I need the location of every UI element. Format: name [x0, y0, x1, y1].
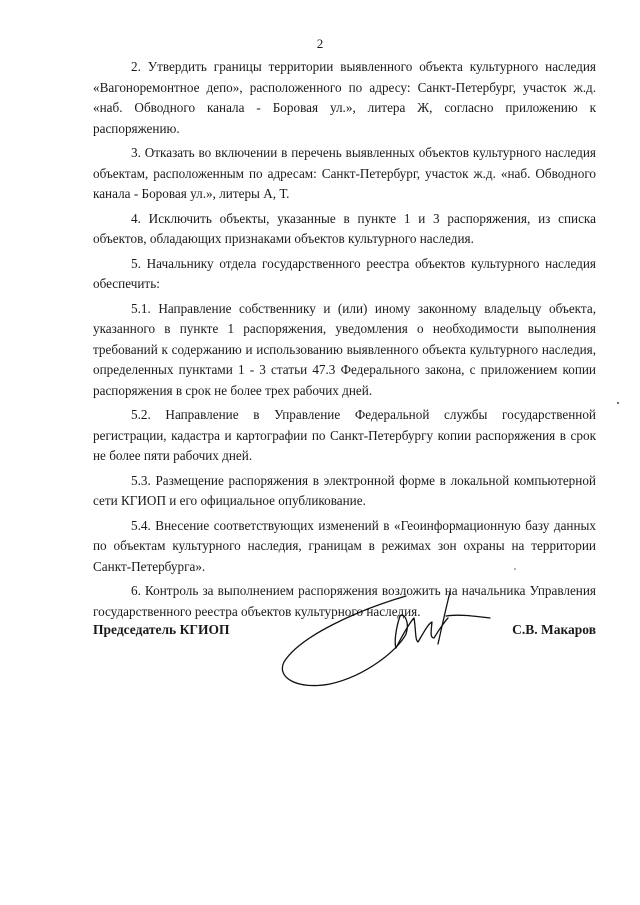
paragraph-3: 3. Отказать во включении в перечень выявленных объектов культурного наследия объектам, расположенным по адресам: Санкт-Петербург, участок ж.д. «наб. Обводного канала - Боровая ул.», литеры А, Т.: [93, 145, 596, 201]
margin-dot-icon: [615, 400, 621, 406]
signature-icon: [278, 588, 498, 698]
paragraph-4: 4. Исключить объекты, указанные в пункте 1 и 3 распоряжения, из списка объектов, обладающих признаками объектов культурного наследия.: [93, 210, 596, 246]
document-body: [93, 57, 596, 626]
signatory-position: Председатель КГИОП: [93, 622, 230, 637]
paragraph-6: 6. Контроль за выполнением распоряжения возложить на начальника Управления государственного реестра объектов культурного наследия.: [93, 583, 596, 619]
margin-dot-icon: [512, 566, 518, 572]
paragraph-5-1: 5.1. Направление собственнику и (или) иному законному владельцу объекта, указанного в пункте 1 распоряжения, уведомления о необходимости выполнения требований к содержанию и использованию выявленного объекта культурного наследия, определенных пунктами 1 - 3 статьи 47.3 Федерального закона, с приложением копии распоряжения в срок не более трех рабочих дней.: [93, 300, 596, 398]
signatory-name: С.В. Макаров: [512, 622, 596, 637]
paragraph-5-4: 5.4. Внесение соответствующих изменений в «Геоинформационную базу данных по объектам культурного наследия, границам в режимах зон охраны на территории Санкт-Петербурга».: [93, 517, 596, 574]
paragraph-5-3: 5.3. Размещение распоряжения в электронной форме в локальной компьютерной сети КГИОП и его официальное опубликование.: [93, 472, 596, 508]
paragraph-2: 2. Утвердить границы территории выявленного объекта культурного наследия «Вагоноремонтное депо», расположенного по адресу: Санкт-Петербург, участок ж.д. «наб. Обводного канала - Боровая ул.», литера Ж, согласно приложению к распоряжению.: [93, 59, 596, 136]
paragraph-5: 5. Начальнику отдела государственного реестра объектов культурного наследия обеспечить:: [93, 255, 596, 291]
paragraph-5-2: 5.2. Направление в Управление Федеральной службы государственной регистрации, кадастра и картографии по Санкт-Петербургу копии распоряжения в срок не более пяти рабочих дней.: [93, 407, 596, 463]
page-number: 2: [316, 36, 324, 51]
